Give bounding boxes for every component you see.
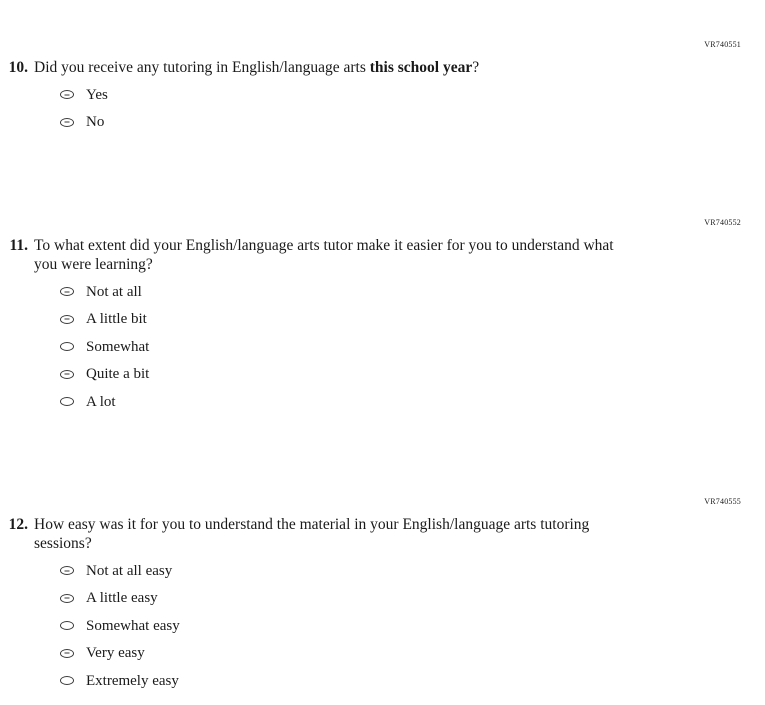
option-label: Not at all easy	[86, 562, 173, 579]
option-label: A little bit	[86, 311, 147, 328]
question-code: VR740555	[704, 497, 741, 506]
option-row[interactable]	[0, 81, 765, 109]
radio-bubble-icon[interactable]	[60, 621, 74, 630]
option-label: Yes	[86, 86, 108, 103]
radio-bubble-icon[interactable]	[60, 370, 74, 379]
option-row[interactable]	[0, 612, 765, 640]
question-block-10	[0, 40, 765, 136]
option-row[interactable]	[0, 640, 765, 668]
radio-bubble-icon[interactable]	[60, 594, 74, 603]
question-row	[0, 236, 765, 274]
option-label: Not at all	[86, 283, 142, 300]
radio-bubble-icon[interactable]	[60, 118, 74, 127]
option-row[interactable]	[0, 333, 765, 361]
radio-bubble-icon[interactable]	[60, 342, 74, 351]
question-row	[0, 58, 765, 77]
option-list	[0, 278, 765, 416]
option-label: Quite a bit	[86, 366, 150, 383]
option-row[interactable]	[0, 361, 765, 389]
option-list	[0, 557, 765, 695]
option-label: Somewhat easy	[86, 617, 180, 634]
option-label: A little easy	[86, 590, 158, 607]
option-label: Somewhat	[86, 338, 150, 355]
option-label: No	[86, 114, 105, 131]
radio-bubble-icon[interactable]	[60, 315, 74, 324]
option-row[interactable]	[0, 109, 765, 137]
radio-bubble-icon[interactable]	[60, 566, 74, 575]
option-row[interactable]	[0, 557, 765, 585]
option-row[interactable]	[0, 306, 765, 334]
question-text-part-2: ?	[472, 59, 480, 76]
option-row[interactable]	[0, 278, 765, 306]
question-row	[0, 515, 765, 553]
question-text-emphasis: this school year	[369, 59, 473, 76]
question-block-12	[0, 497, 765, 695]
option-row[interactable]	[0, 388, 765, 416]
question-code: VR740551	[704, 40, 741, 49]
question-number: 10.	[8, 59, 28, 76]
question-block-11	[0, 218, 765, 416]
option-label: A lot	[86, 393, 116, 410]
radio-bubble-icon[interactable]	[60, 287, 74, 296]
option-row[interactable]	[0, 585, 765, 613]
option-label: Extremely easy	[86, 672, 179, 689]
option-list	[0, 81, 765, 136]
radio-bubble-icon[interactable]	[60, 397, 74, 406]
radio-bubble-icon[interactable]	[60, 90, 74, 99]
question-text: How easy was it for you to understand the material in your English/language arts tutoring sessions?	[34, 516, 590, 552]
radio-bubble-icon[interactable]	[60, 676, 74, 685]
option-label: Very easy	[86, 645, 145, 662]
question-text-part-1: Did you receive any tutoring in English/language arts	[34, 59, 370, 76]
question-number: 12.	[8, 516, 28, 533]
question-text	[34, 58, 479, 77]
radio-bubble-icon[interactable]	[60, 649, 74, 658]
question-number: 11.	[9, 237, 28, 254]
question-text: To what extent did your English/language arts tutor make it easier for you to understand what you were learning?	[34, 237, 614, 273]
question-code: VR740552	[704, 218, 741, 227]
option-row[interactable]	[0, 667, 765, 695]
